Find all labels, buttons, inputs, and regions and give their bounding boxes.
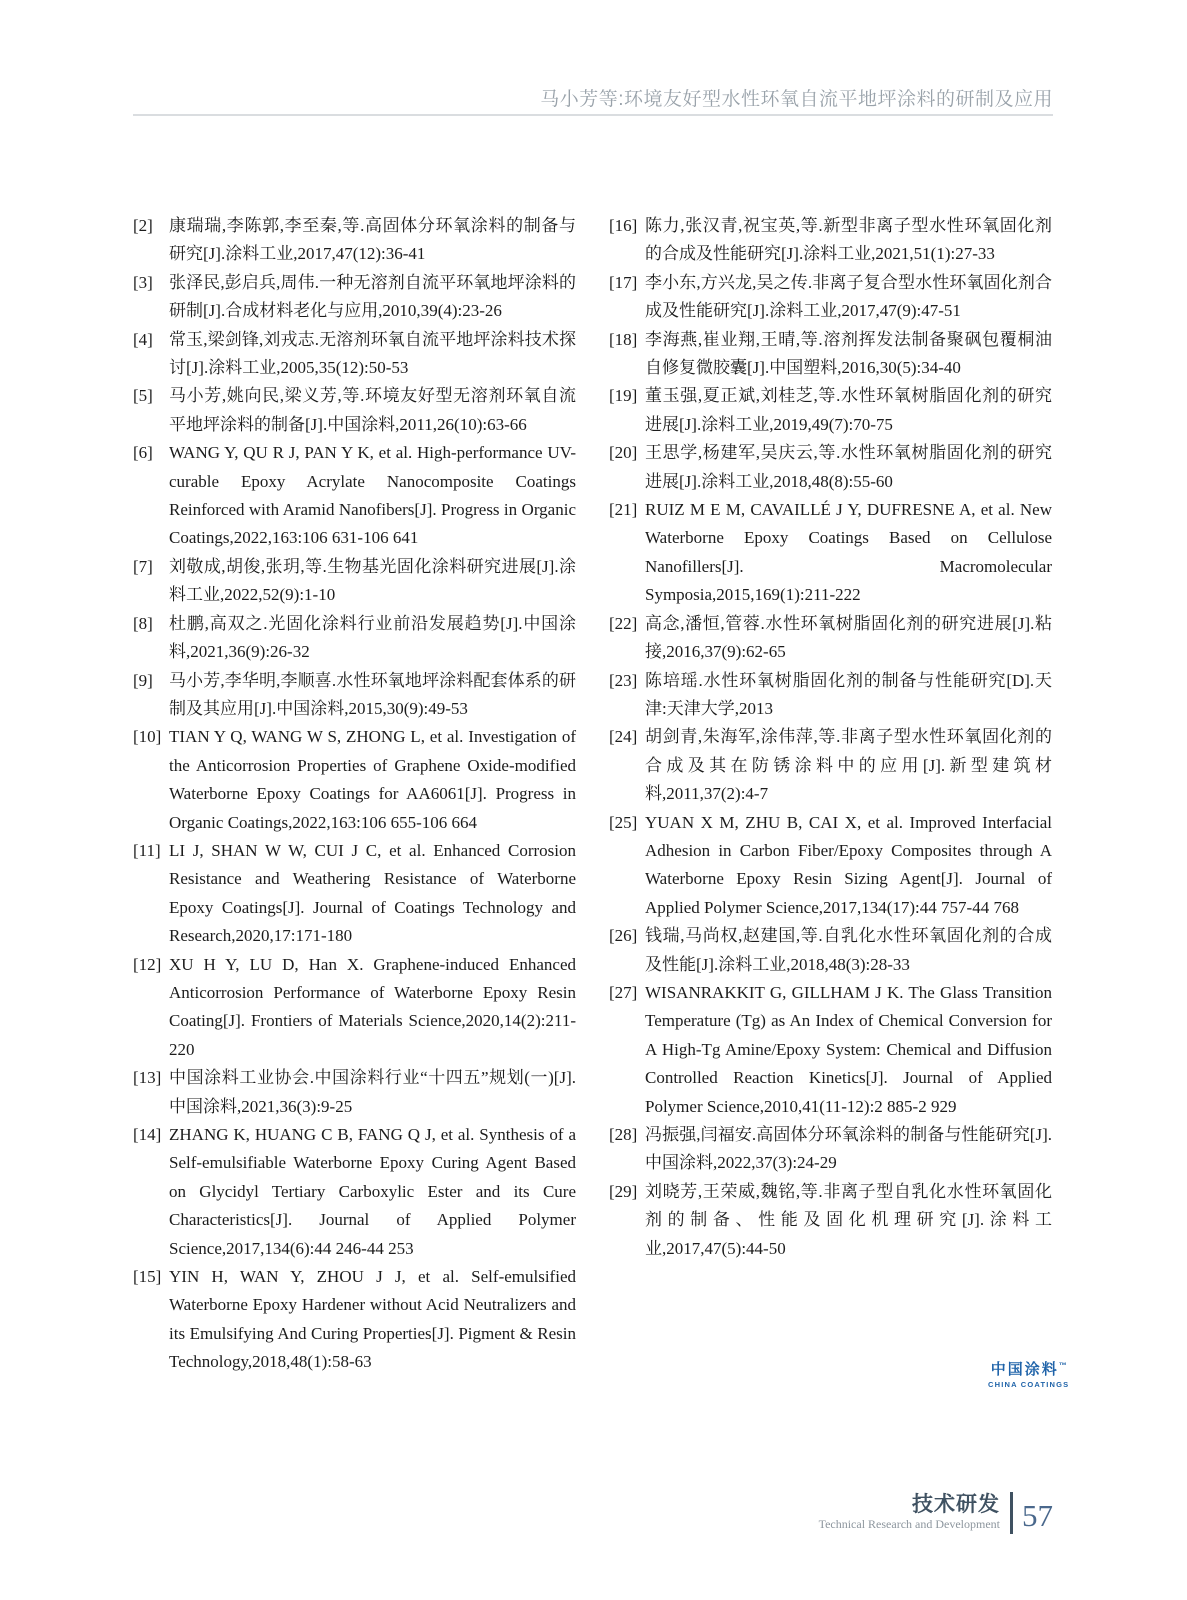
reference-text: 陈培瑶.水性环氧树脂固化剂的制备与性能研究[D].天津:天津大学,2013: [645, 670, 1052, 718]
reference-number: [15]: [133, 1267, 162, 1287]
reference-text: 张泽民,彭启兵,周伟.一种无溶剂自流平环氧地坪涂料的研制[J].合成材料老化与应用,2010,39(4):23-26: [169, 272, 576, 321]
reference-number: [25]: [609, 812, 638, 832]
reference-item: [609, 723, 1052, 808]
reference-item: [133, 439, 576, 553]
reference-item: [609, 496, 1052, 610]
trademark-symbol: ™: [1058, 1361, 1067, 1370]
reference-text: YUAN X M, ZHU B, CAI X, et al. Improved Interfacial Adhesion in Carbon Fiber/Epoxy Composites through A Waterborne Epoxy Resin Sizing Agent[J]. Journal of Applied Polymer Science,2017,134(17):44 757-44 768: [645, 812, 1052, 917]
reference-item: [609, 439, 1052, 496]
reference-item: [133, 610, 576, 667]
reference-item: [133, 212, 576, 269]
reference-item: [609, 326, 1052, 383]
reference-item: [609, 1178, 1052, 1263]
running-header-title: 马小芳等:环境友好型水性环氧自流平地坪涂料的研制及应用: [540, 89, 1053, 110]
reference-item: [133, 667, 576, 724]
reference-number: [2]: [133, 216, 153, 235]
reference-number: [16]: [609, 216, 638, 235]
china-coatings-logo: [988, 1362, 1069, 1389]
reference-item: [133, 269, 576, 326]
reference-text: 刘晓芳,王荣威,魏铭,等.非离子型自乳化水性环氧固化剂的制备、性能及固化机理研究[J].涂料工业,2017,47(5):44-50: [645, 1181, 1052, 1258]
reference-text: WISANRAKKIT G, GILLHAM J K. The Glass Transition Temperature (Tg) as An Index of Chemical Conversion for A High-Tg Amine/Epoxy System: Chemical and Diffusion Controlled Reaction Kinetics[J]. Journal of Applied Polymer Science,2010,41(11-12):2 885-2 929: [645, 982, 1052, 1116]
reference-number: [28]: [609, 1125, 638, 1144]
footer-divider-bar: [1010, 1492, 1013, 1534]
reference-number: [13]: [133, 1068, 162, 1088]
page-number: 57: [1022, 1498, 1053, 1533]
reference-item: [133, 723, 576, 837]
references-section: [133, 212, 1053, 1377]
reference-text: LI J, SHAN W W, CUI J C, et al. Enhanced Corrosion Resistance and Weathering Resistance of Waterborne Epoxy Coatings[J]. Journal of Coatings Technology and Research,2020,17:171-180: [169, 840, 576, 946]
reference-number: [9]: [133, 670, 153, 690]
reference-number: [4]: [133, 329, 153, 349]
reference-number: [14]: [133, 1125, 162, 1144]
reference-text: 中国涂料工业协会.中国涂料行业“十四五”规划(一)[J].中国涂料,2021,36(3):9-25: [169, 1068, 576, 1116]
reference-text: RUIZ M E M, CAVAILLÉ J Y, DUFRESNE A, et al. New Waterborne Epoxy Coatings Based on Cellulose Nanofillers[J]. Macromolecular Symposia,2015,169(1):211-222: [645, 500, 1052, 605]
reference-text: 常玉,梁剑锋,刘戎志.无溶剂环氧自流平地坪涂料技术探讨[J].涂料工业,2005,35(12):50-53: [169, 329, 576, 378]
reference-number: [5]: [133, 386, 153, 406]
reference-item: [133, 553, 576, 610]
reference-text: 马小芳,李华明,李顺喜.水性环氧地坪涂料配套体系的研制及其应用[J].中国涂料,2015,30(9):49-53: [169, 670, 576, 718]
footer-section-title: [819, 1492, 1008, 1534]
reference-item: [133, 1121, 576, 1263]
reference-text: 刘敬成,胡俊,张玥,等.生物基光固化涂料研究进展[J].涂料工业,2022,52(9):1-10: [169, 556, 576, 605]
reference-text: 钱瑞,马尚权,赵建国,等.自乳化水性环氧固化剂的合成及性能[J].涂料工业,2018,48(3):28-33: [645, 926, 1052, 974]
reference-item: [609, 979, 1052, 1121]
reference-number: [19]: [609, 386, 638, 406]
logo-en-text: CHINA COATINGS: [988, 1380, 1070, 1389]
reference-item: [133, 1263, 576, 1377]
reference-text: ZHANG K, HUANG C B, FANG Q J, et al. Synthesis of a Self-emulsifiable Waterborne Epoxy Curing Agent Based on Glycidyl Tertiary Carboxylic Ester and its Cure Characteristics[J]. Journal of Applied Polymer Science,2017,134(6):44 246-44 253: [169, 1125, 576, 1258]
reference-number: [26]: [609, 926, 638, 946]
reference-text: 李小东,方兴龙,吴之传.非离子复合型水性环氧固化剂合成及性能研究[J].涂料工业,2017,47(9):47-51: [645, 272, 1052, 321]
reference-number: [6]: [133, 443, 153, 463]
reference-item: [133, 1064, 576, 1121]
reference-item: [609, 212, 1052, 269]
header-divider: [133, 114, 1053, 116]
page-footer: [819, 1492, 1053, 1534]
reference-text: 王思学,杨建军,吴庆云,等.水性环氧树脂固化剂的研究进展[J].涂料工业,2018,48(8):55-60: [645, 443, 1052, 491]
reference-item: [609, 382, 1052, 439]
reference-text: 李海燕,崔业翔,王晴,等.溶剂挥发法制备聚砜包覆桐油自修复微胶囊[J].中国塑料,2016,30(5):34-40: [645, 329, 1052, 378]
reference-text: XU H Y, LU D, Han X. Graphene-induced Enhanced Anticorrosion Performance of Waterborne Epoxy Resin Coating[J]. Frontiers of Materials Science,2020,14(2):211-220: [169, 954, 576, 1059]
reference-item: [609, 922, 1052, 979]
reference-number: [7]: [133, 556, 153, 576]
references-column-left: [133, 212, 576, 1377]
reference-text: 胡剑青,朱海军,涂伟萍,等.非离子型水性环氧固化剂的合成及其在防锈涂料中的应用[J].新型建筑材料,2011,37(2):4-7: [645, 727, 1052, 804]
references-column-right: [609, 212, 1052, 1377]
reference-item: [609, 610, 1052, 667]
reference-number: [29]: [609, 1181, 638, 1201]
reference-number: [22]: [609, 613, 638, 633]
reference-number: [24]: [609, 727, 638, 747]
reference-number: [20]: [609, 443, 638, 463]
reference-text: 杜鹏,高双之.光固化涂料行业前沿发展趋势[J].中国涂料,2021,36(9):26-32: [169, 613, 576, 662]
reference-number: [12]: [133, 954, 162, 974]
footer-section-en: Technical Research and Development: [818, 1517, 1000, 1532]
reference-text: 康瑞瑞,李陈郭,李至秦,等.高固体分环氧涂料的制备与研究[J].涂料工业,2017,47(12):36-41: [169, 216, 576, 264]
reference-text: 冯振强,闫福安.高固体分环氧涂料的制备与性能研究[J].中国涂料,2022,37(3):24-29: [645, 1125, 1052, 1173]
reference-item: [609, 809, 1052, 923]
reference-item: [133, 951, 576, 1065]
reference-item: [609, 1121, 1052, 1178]
logo-cn-text: 中国涂料™: [990, 1361, 1067, 1378]
reference-item: [133, 326, 576, 383]
reference-item: [133, 382, 576, 439]
reference-text: TIAN Y Q, WANG W S, ZHONG L, et al. Investigation of the Anticorrosion Properties of Graphene Oxide-modified Waterborne Epoxy Coatings for AA6061[J]. Progress in Organic Coatings,2022,163:106 655-106 664: [169, 727, 576, 832]
reference-item: [609, 269, 1052, 326]
reference-text: WANG Y, QU R J, PAN Y K, et al. High-performance UV-curable Epoxy Acrylate Nanocomposite Coatings Reinforced with Aramid Nanofibers[J]. Progress in Organic Coatings,2022,163:106 631-106 641: [169, 443, 576, 548]
reference-text: 陈力,张汉青,祝宝英,等.新型非离子型水性环氧固化剂的合成及性能研究[J].涂料工业,2021,51(1):27-33: [645, 216, 1052, 264]
reference-number: [10]: [133, 727, 162, 747]
reference-text: YIN H, WAN Y, ZHOU J J, et al. Self-emulsified Waterborne Epoxy Hardener without Acid Neutralizers and its Emulsifying And Curing Properties[J]. Pigment & Resin Technology,2018,48(1):58-63: [169, 1267, 576, 1372]
reference-item: [133, 837, 576, 951]
reference-number: [8]: [133, 613, 153, 633]
reference-number: [21]: [609, 500, 638, 520]
reference-number: [18]: [609, 329, 638, 349]
reference-number: [17]: [609, 272, 638, 292]
reference-item: [609, 667, 1052, 724]
reference-text: 高念,潘恒,管蓉.水性环氧树脂固化剂的研究进展[J].粘接,2016,37(9):62-65: [645, 613, 1052, 662]
reference-text: 马小芳,姚向民,梁义芳,等.环境友好型无溶剂环氧自流平地坪涂料的制备[J].中国涂料,2011,26(10):63-66: [169, 386, 576, 434]
reference-number: [23]: [609, 670, 638, 690]
reference-text: 董玉强,夏正斌,刘桂芝,等.水性环氧树脂固化剂的研究进展[J].涂料工业,2019,49(7):70-75: [645, 386, 1052, 434]
footer-section-cn: 技术研发: [912, 1493, 1000, 1516]
reference-number: [11]: [133, 840, 161, 860]
reference-number: [27]: [609, 982, 638, 1002]
reference-number: [3]: [133, 272, 153, 292]
